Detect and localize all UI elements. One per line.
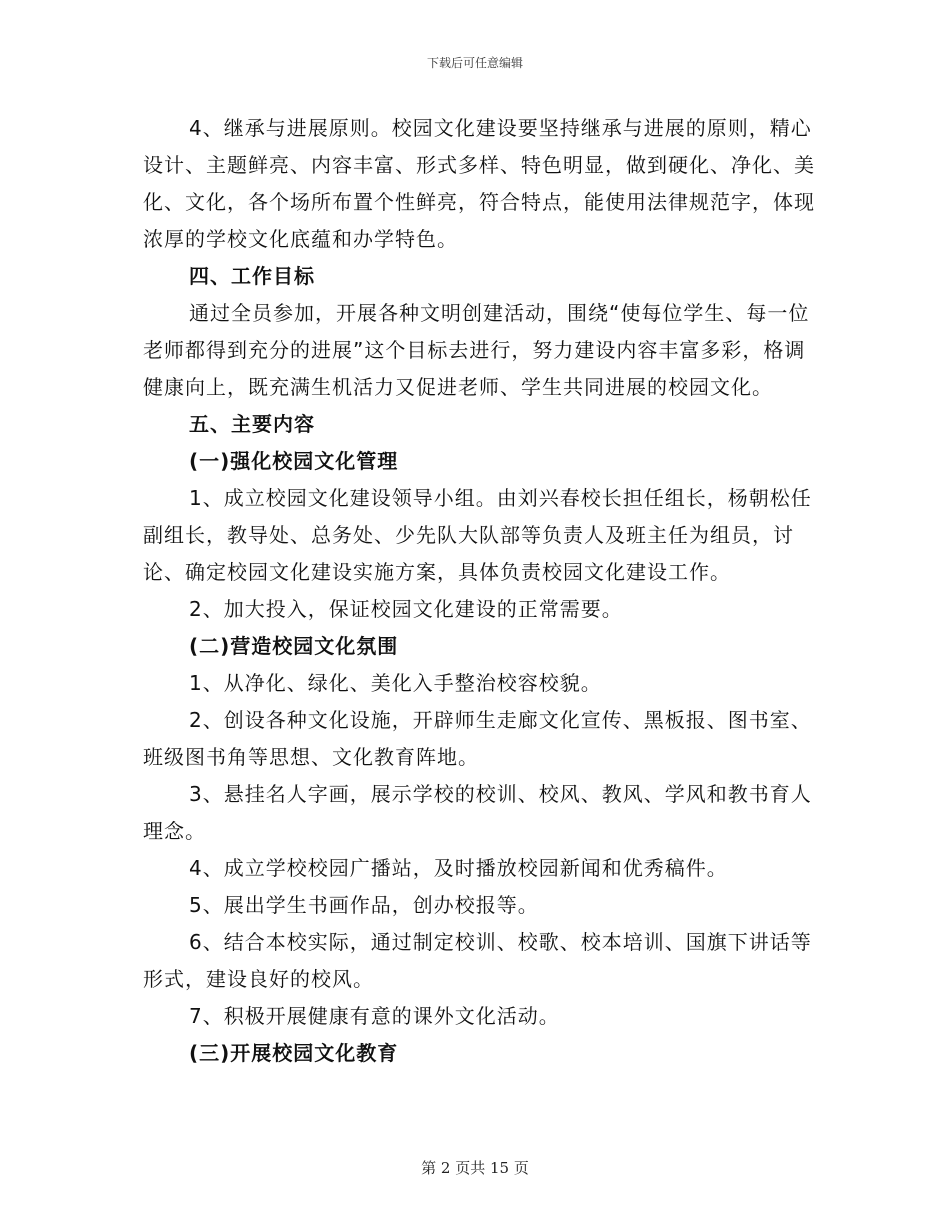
paragraph-atmosphere-6: 6、结合本校实际，通过制定校训、校歌、校本培训、国旗下讲话等形式，建设良好的校风。	[143, 930, 812, 991]
paragraph-management-1: 1、成立校园文化建设领导小组。由刘兴春校长担任组长，杨朝松任副组长，教导处、总务处、少先队大队部等负责人及班主任为组员，讨论、确定校园文化建设实施方案，具体负责校园文化建设工作。	[143, 486, 812, 584]
paragraph-atmosphere-2: 2、创设各种文化设施，开辟师生走廊文化宣传、黑板报、图书室、班级图书角等思想、文化教育阵地。	[143, 708, 812, 769]
section-heading-main-content: 五、主要内容	[189, 412, 315, 436]
document-body	[143, 110, 823, 1072]
paragraph-atmosphere-4: 4、成立学校校园广播站，及时播放校园新闻和优秀稿件。	[189, 856, 728, 880]
paragraph-management-2: 2、加大投入，保证校园文化建设的正常需要。	[189, 597, 623, 621]
page-header-note: 下载后可任意编辑	[426, 56, 523, 70]
paragraph-atmosphere-3: 3、悬挂名人字画，展示学校的校训、校风、教风、学风和教书育人理念。	[143, 782, 812, 843]
paragraph-atmosphere-5: 5、展出学生书画作品，创办校报等。	[189, 893, 539, 917]
page-number: 第 2 页共 15 页	[421, 1159, 529, 1177]
subheading-education: (三)开展校园文化教育	[189, 1041, 399, 1065]
subheading-management: (一)强化校园文化管理	[189, 449, 399, 473]
subheading-atmosphere: (二)营造校园文化氛围	[189, 634, 399, 658]
paragraph-atmosphere-1: 1、从净化、绿化、美化入手整治校容校貌。	[189, 671, 602, 695]
section-heading-goals: 四、工作目标	[189, 264, 315, 288]
paragraph-principle-4: 4、继承与进展原则。校园文化建设要坚持继承与进展的原则，精心设计、主题鲜亮、内容丰富、形式多样、特色明显，做到硬化、净化、美化、文化，各个场所布置个性鲜亮，符合特点，能使用法律规范字，体现浓厚的学校文化底蕴和办学特色。	[143, 116, 815, 251]
paragraph-atmosphere-7: 7、积极开展健康有意的课外文化活动。	[189, 1004, 560, 1028]
paragraph-goals: 通过全员参加，开展各种文明创建活动，围绕“使每位学生、每一位老师都得到充分的进展”这个目标去进行，努力建设内容丰富多彩，格调健康向上，既充满生机活力又促进老师、学生共同进展的校园文化。	[143, 301, 810, 399]
